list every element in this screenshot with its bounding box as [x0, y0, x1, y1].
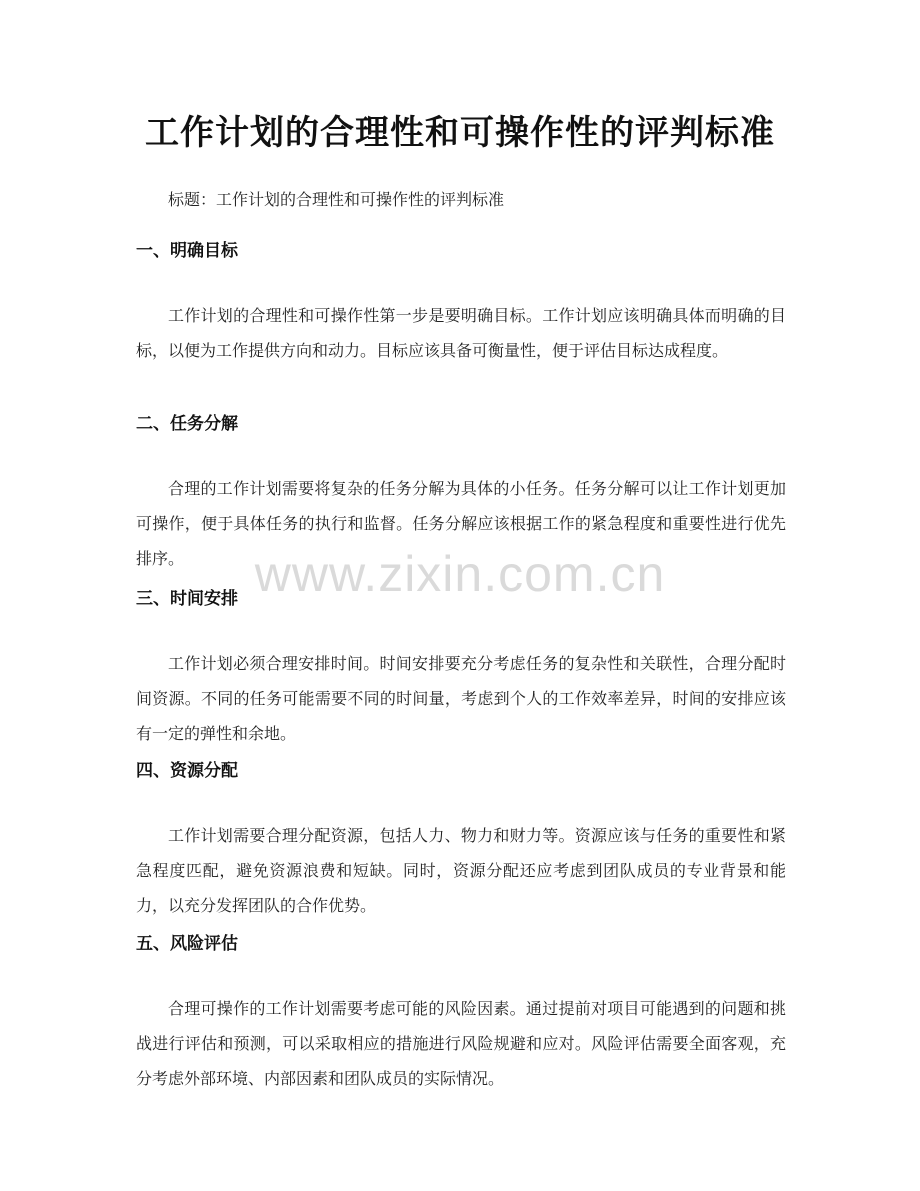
- section-body: 合理可操作的工作计划需要考虑可能的风险因素。通过提前对项目可能遇到的问题和挑战进行评估和预测，可以采取相应的措施进行风险规避和应对。风险评估需要全面客观，充分考虑外部环境、内部因素和团队成员的实际情况。: [136, 999, 786, 1088]
- section-heading: 二、任务分解: [136, 414, 238, 434]
- section-risk-assessment: [136, 931, 786, 1096]
- document-title: 工作计划的合理性和可操作性的评判标准: [145, 113, 775, 153]
- section-resource-allocation: [136, 758, 786, 923]
- section-body: 合理的工作计划需要将复杂的任务分解为具体的小任务。任务分解可以让工作计划更加可操作，便于具体任务的执行和监督。任务分解应该根据工作的紧急程度和重要性进行优先排序。: [136, 479, 786, 568]
- section-body: 工作计划的合理性和可操作性第一步是要明确目标。工作计划应该明确具体而明确的目标，以便为工作提供方向和动力。目标应该具备可衡量性，便于评估目标达成程度。: [136, 306, 786, 360]
- watermark: www.zixin.com.cn: [254, 546, 666, 602]
- document-subtitle: 标题：工作计划的合理性和可操作性的评判标准: [168, 190, 505, 209]
- section-heading: 五、风险评估: [136, 934, 238, 954]
- section-task-breakdown: [136, 411, 786, 576]
- section-clear-goals: [136, 238, 786, 368]
- section-heading: 三、时间安排: [136, 589, 238, 609]
- section-body: 工作计划需要合理分配资源，包括人力、物力和财力等。资源应该与任务的重要性和紧急程度匹配，避免资源浪费和短缺。同时，资源分配还应考虑到团队成员的专业背景和能力，以充分发挥团队的合作优势。: [136, 826, 786, 915]
- section-heading: 四、资源分配: [136, 761, 238, 781]
- section-heading: 一、明确目标: [136, 241, 238, 261]
- section-time-arrangement: [136, 586, 786, 751]
- section-body: 工作计划必须合理安排时间。时间安排要充分考虑任务的复杂性和关联性，合理分配时间资源。不同的任务可能需要不同的时间量，考虑到个人的工作效率差异，时间的安排应该有一定的弹性和余地。: [136, 654, 786, 743]
